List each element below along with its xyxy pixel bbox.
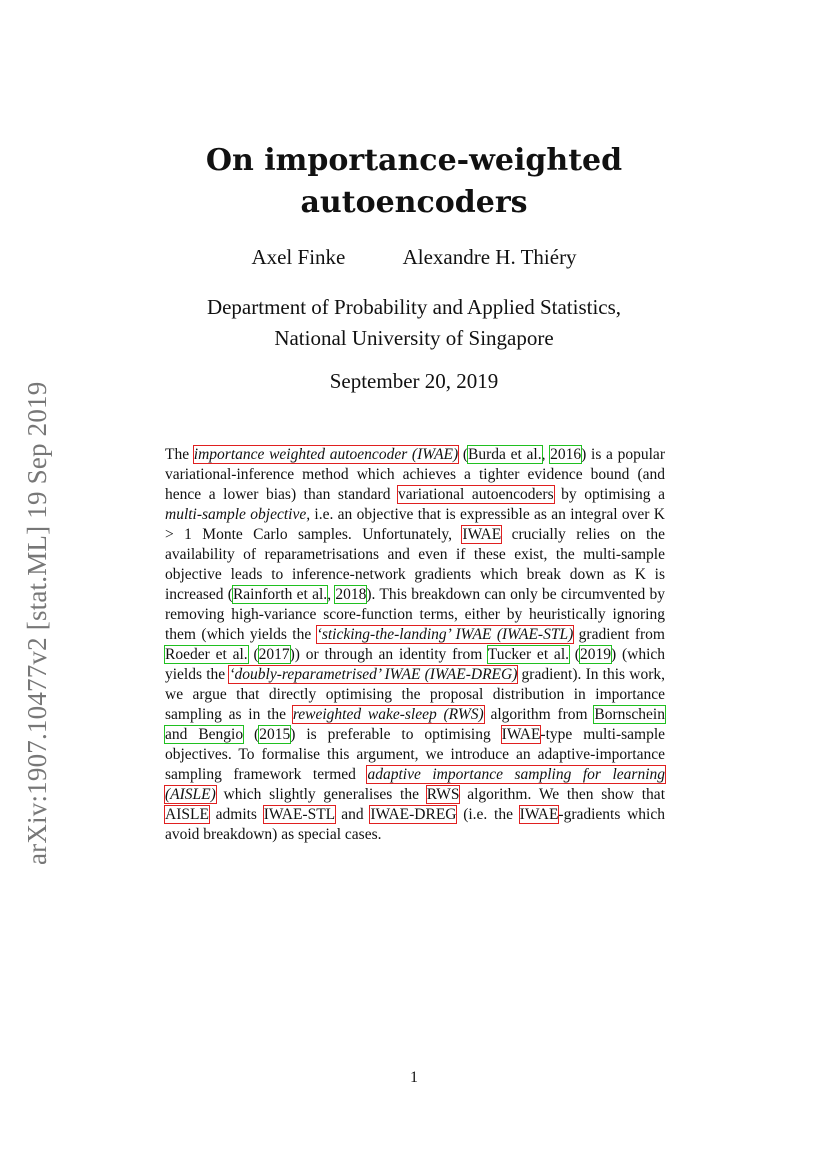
abstract-text: (i.e. the: [456, 806, 520, 823]
acronym-link[interactable]: variational autoencoders: [398, 486, 554, 503]
acronym-link[interactable]: RWS: [426, 786, 460, 803]
abstract-text: (: [458, 446, 469, 463]
abstract-text: algorithm. We then show that: [459, 786, 665, 803]
acronym-link[interactable]: IWAE: [462, 526, 502, 543]
paper-title: [0, 140, 828, 224]
abstract-text: (: [243, 726, 260, 743]
citation-link[interactable]: Burda et al.: [468, 446, 542, 463]
citation-link[interactable]: 2017: [258, 646, 290, 663]
acronym-link[interactable]: IWAE: [519, 806, 559, 823]
abstract-text: ,: [327, 586, 336, 603]
arxiv-identifier: arXiv:1907.10477v2 [stat.ML] 19 Sep 2019: [22, 381, 52, 865]
abstract-text: ). This breakdown can only be circumvented by removing high-variance score-function terms, either by heuristically ignoring them (which yields the: [165, 586, 666, 643]
abstract-text: -gradients which avoid breakdown) as special cases.: [165, 806, 665, 843]
emphasis-text: multi-sample objective,: [165, 506, 311, 523]
abstract: [165, 445, 665, 845]
acronym-link[interactable]: reweighted wake-sleep (RWS): [292, 706, 484, 723]
abstract-text: crucially relies on the availability of reparametrisations and even if these exist, the multi-sample objective leads to inference-network gradients which break down as K is increased (: [165, 526, 665, 603]
abstract-text: The: [165, 446, 194, 463]
abstract-text: algorithm from: [483, 706, 595, 723]
arxiv-stamp: [22, 360, 52, 865]
citation-link[interactable]: 2019: [579, 646, 611, 663]
acronym-link[interactable]: adaptive importance sampling for learning (AISLE): [165, 766, 665, 803]
affiliation-line-1: Department of Probability and Applied Statistics,: [206, 295, 622, 319]
abstract-text: by optimising a: [553, 486, 666, 503]
abstract-text: ) (which yields the: [165, 646, 665, 683]
acronym-link[interactable]: importance weighted autoencoder (IWAE): [193, 446, 459, 463]
abstract-text: ) is a popular variational-inference method which achieves a tighter evidence bound (and hence a lower bias) than standard: [165, 446, 665, 503]
acronym-link[interactable]: IWAE: [501, 726, 541, 743]
abstract-text: ) is preferable to optimising: [290, 726, 502, 743]
abstract-text: which slightly generalises the: [215, 786, 427, 803]
affiliation: [0, 292, 828, 354]
author-name: Axel Finke: [251, 245, 346, 269]
citation-link[interactable]: 2015: [259, 726, 291, 743]
acronym-link[interactable]: IWAE-STL: [263, 806, 335, 823]
acronym-link[interactable]: ‘sticking-the-landing’ IWAE (IWAE-STL): [316, 626, 574, 643]
citation-link[interactable]: 2018: [335, 586, 367, 603]
acronym-link[interactable]: IWAE-DREG: [370, 806, 457, 823]
citation-link[interactable]: Roeder et al.: [165, 646, 248, 663]
abstract-text: (: [247, 646, 259, 663]
affiliation-line-2: National University of Singapore: [274, 326, 554, 350]
abstract-text: and: [334, 806, 371, 823]
abstract-text: admits: [208, 806, 264, 823]
abstract-text: i.e. an objective that is expressible as an integral over K > 1 Monte Carlo samples. Unfortunately,: [165, 506, 665, 543]
citation-link[interactable]: Tucker et al.: [487, 646, 569, 663]
publication-date: September 20, 2019: [329, 369, 499, 393]
citation-link[interactable]: Bornschein and Bengio: [165, 706, 665, 743]
title-line-1: On importance-weighted: [205, 143, 623, 178]
abstract-text: gradient from: [573, 626, 665, 643]
abstract-text: (: [569, 646, 580, 663]
citation-link[interactable]: 2016: [550, 446, 582, 463]
page-number: 1: [410, 1069, 418, 1086]
citation-link[interactable]: Rainforth et al.: [232, 586, 328, 603]
title-line-2: autoencoders: [300, 185, 528, 220]
abstract-text: ,: [541, 446, 551, 463]
author-list: [0, 245, 828, 270]
author-name: Alexandre H. Thiéry: [402, 245, 577, 269]
acronym-link[interactable]: AISLE: [165, 806, 209, 823]
abstract-text: -type multi-sample objectives. To formalise this argument, we introduce an adaptive-importance sampling framework termed: [165, 726, 666, 783]
abstract-text: )) or through an identity from: [289, 646, 488, 663]
abstract-text: gradient). In this work, we argue that directly optimising the proposal distribution in importance sampling as in the: [165, 666, 665, 723]
acronym-link[interactable]: ‘doubly-reparametrised’ IWAE (IWAE-DREG): [229, 666, 518, 683]
